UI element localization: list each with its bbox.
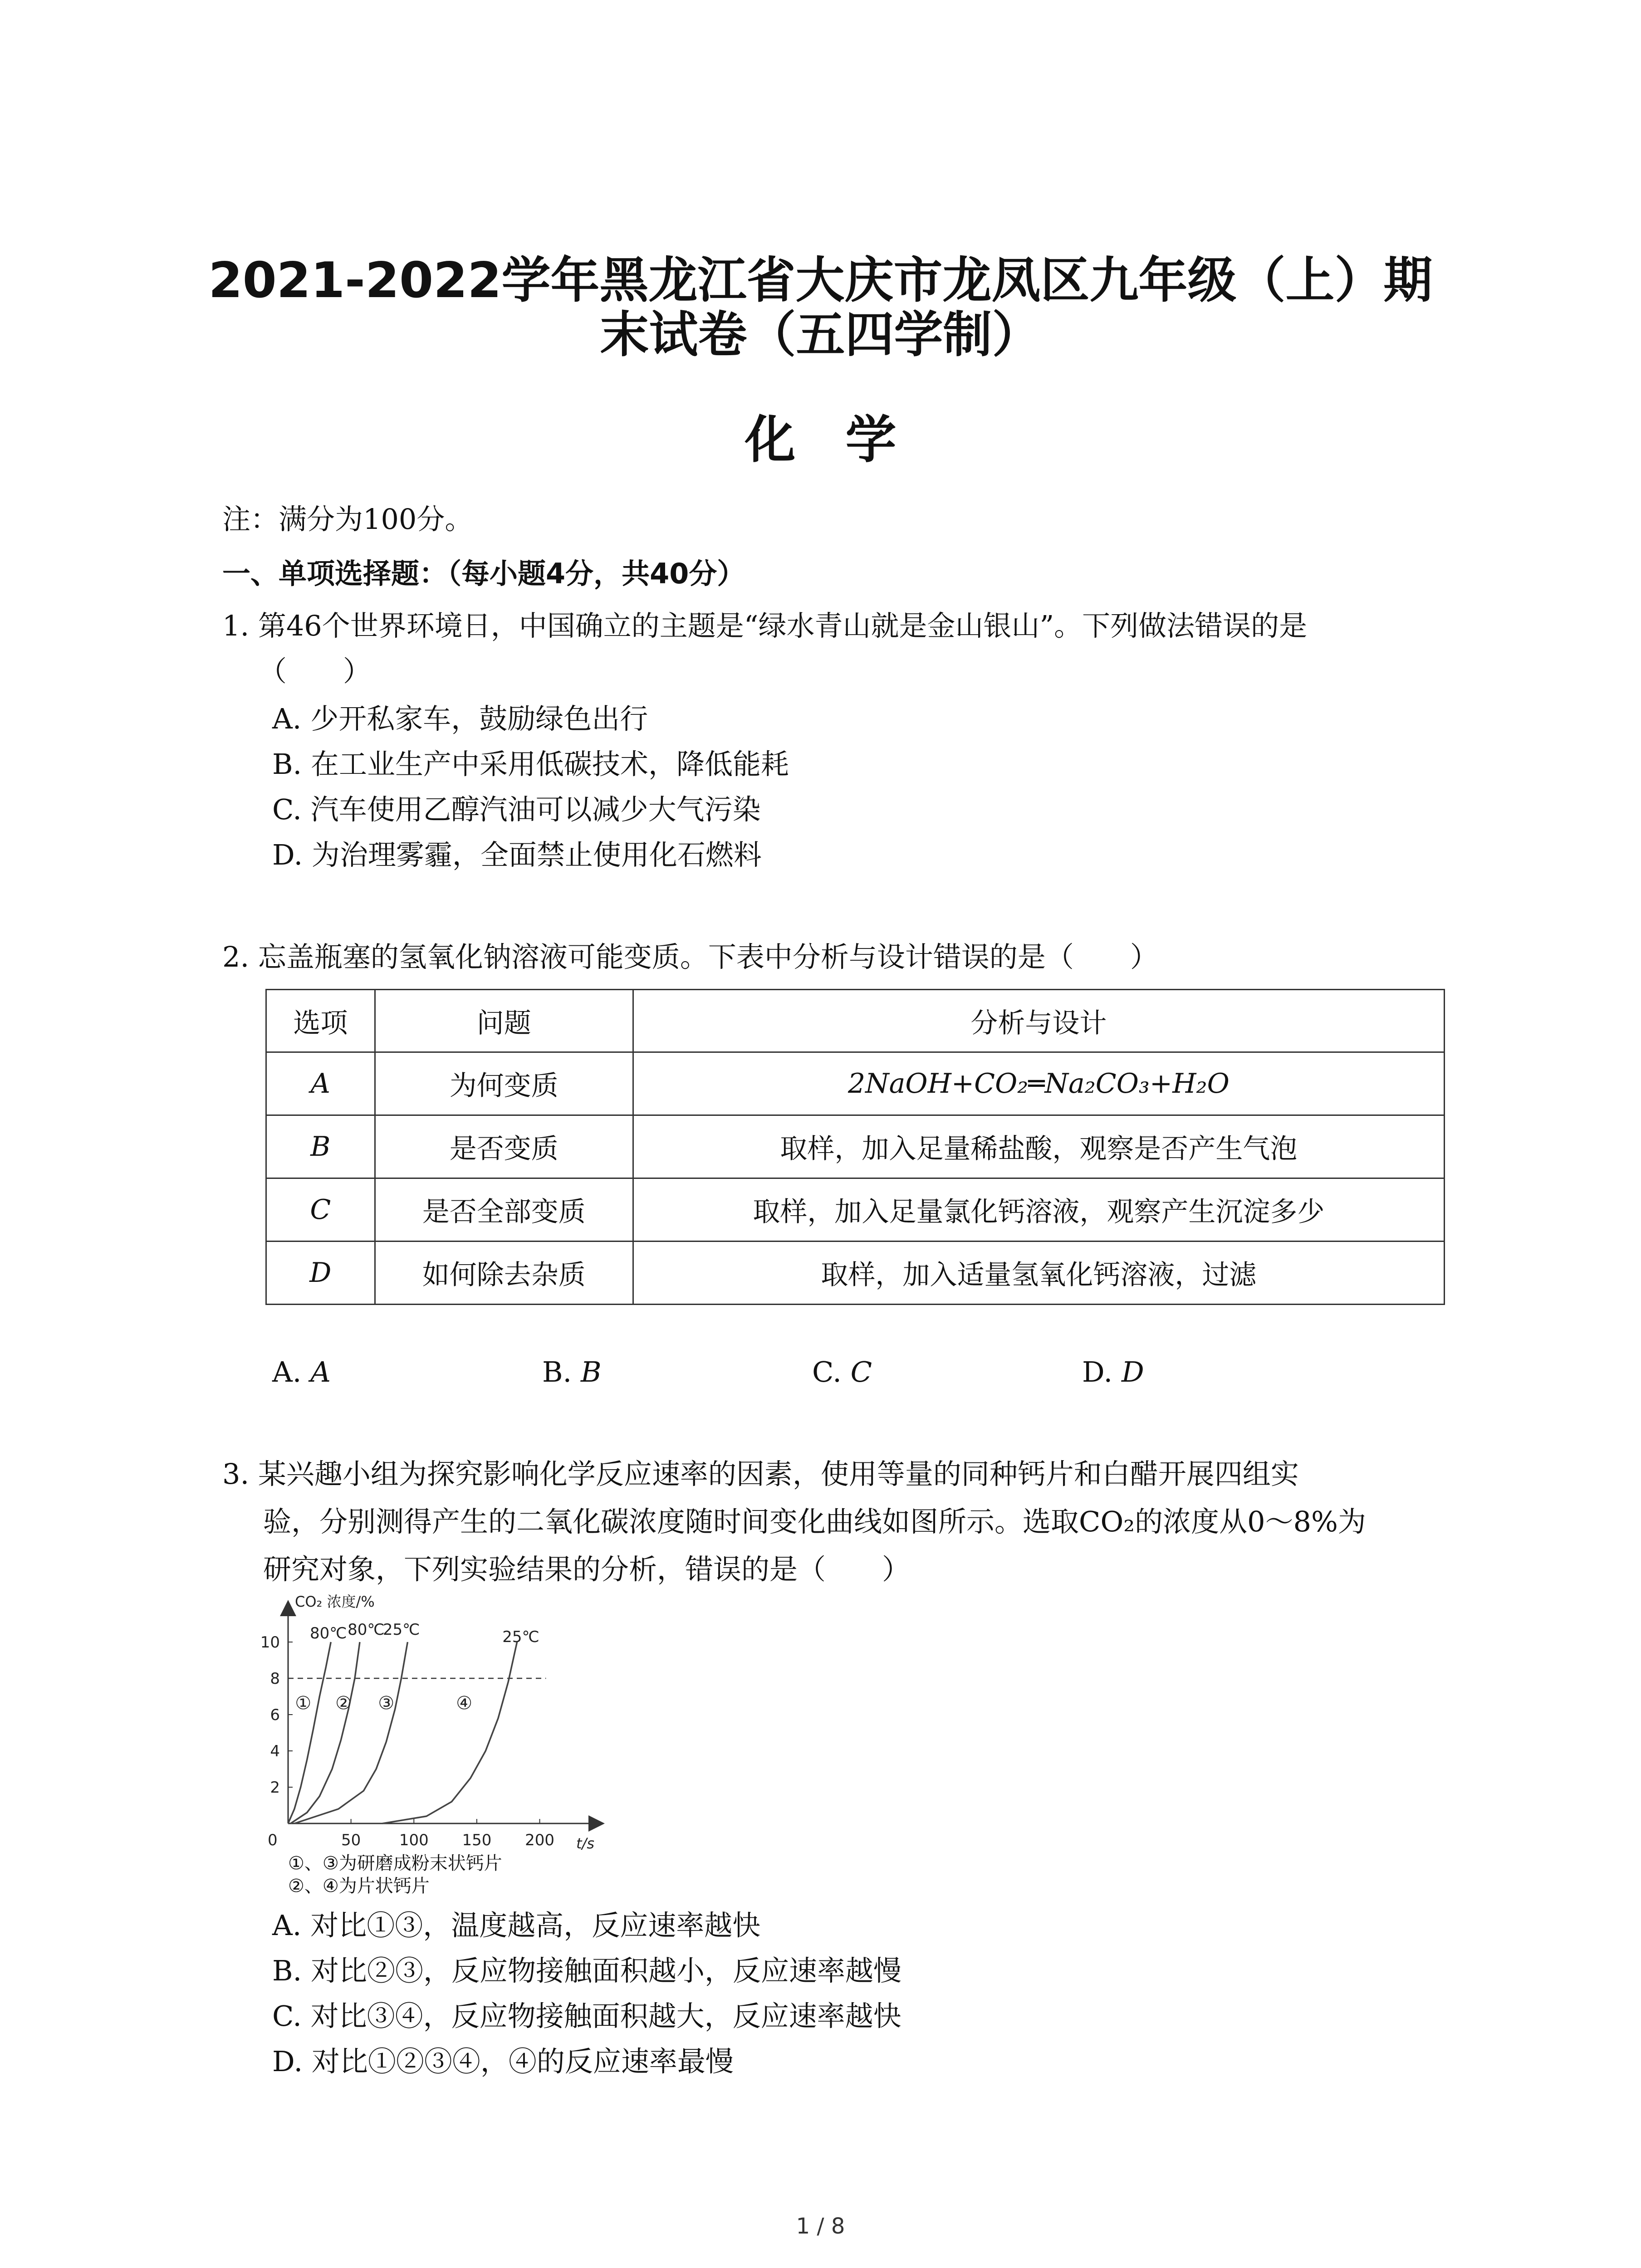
table-cell-question: 如何除去杂质 — [375, 1242, 633, 1305]
curve-number-label: ④ — [456, 1693, 473, 1714]
curve-temperature-label: 80℃ — [310, 1624, 347, 1642]
table-cell-question: 是否全部变质 — [375, 1178, 633, 1242]
q1-option-d: D. 为治理雾霾，全面禁止使用化石燃料 — [272, 838, 762, 871]
chart-caption-line1: ①、③为研磨成粉末状钙片 — [288, 1853, 502, 1874]
q2-answer-d — [1082, 1356, 1144, 1388]
table-cell-option: B — [266, 1115, 375, 1178]
x-axis-label: t/s — [576, 1835, 594, 1852]
x-tick-label: 200 — [525, 1831, 554, 1849]
page-title-line1: 2021-2022学年黑龙江省大庆市龙凤区九年级（上）期 — [208, 252, 1433, 309]
q3-option-d: D. 对比①②③④，④的反应速率最慢 — [272, 2045, 734, 2078]
q2-answer-a — [272, 1356, 331, 1388]
q2-answer-c — [812, 1356, 872, 1388]
q3-stem-line1: 3. 某兴趣小组为探究影响化学反应速率的因素，使用等量的同种钙片和白醋开展四组实 — [222, 1457, 1299, 1491]
table-row — [266, 1242, 1445, 1305]
answer-label: B. — [542, 1355, 572, 1388]
q3-option-a: A. 对比①③，温度越高，反应速率越快 — [272, 1909, 761, 1942]
curve-number-label: ② — [335, 1693, 352, 1714]
x-tick-label: 0 — [268, 1831, 278, 1849]
q2-stem: 2. 忘盖瓶塞的氢氧化钠溶液可能变质。下表中分析与设计错误的是（ ） — [222, 940, 1158, 973]
answer-value: D — [1121, 1355, 1144, 1388]
table-row — [266, 1115, 1445, 1178]
y-tick-label: 2 — [270, 1779, 280, 1797]
curve-temperature-label: 80℃ — [348, 1621, 385, 1639]
subject-title: 化学 — [745, 411, 946, 469]
table-cell-option: D — [266, 1242, 375, 1305]
section-heading: 一、单项选择题：（每小题4分，共40分） — [222, 557, 745, 590]
table-cell-option: A — [266, 1052, 375, 1115]
q2-table — [265, 989, 1445, 1305]
q1-option-c: C. 汽车使用乙醇汽油可以减少大气污染 — [272, 793, 761, 826]
table-cell-analysis: 取样，加入适量氢氧化钙溶液，过滤 — [633, 1242, 1444, 1305]
y-tick-label: 10 — [260, 1633, 280, 1652]
table-cell-analysis: 2NaOH+CO₂═Na₂CO₃+H₂O — [633, 1052, 1444, 1115]
q3-stem-line3: 研究对象，下列实验结果的分析，错误的是（ ） — [263, 1553, 911, 1586]
q1-option-b: B. 在工业生产中采用低碳技术，降低能耗 — [272, 748, 789, 781]
x-tick-label: 100 — [399, 1831, 429, 1849]
table-header-question: 问题 — [375, 990, 633, 1052]
q1-option-a: A. 少开私家车，鼓励绿色出行 — [272, 702, 648, 735]
table-cell-question: 是否变质 — [375, 1115, 633, 1178]
answer-value: C — [850, 1355, 872, 1388]
table-cell-analysis: 取样，加入足量氯化钙溶液，观察产生沉淀多少 — [633, 1178, 1444, 1242]
curve-number-label: ① — [295, 1693, 312, 1714]
curve-number-label: ③ — [378, 1693, 395, 1714]
table-header-option: 选项 — [266, 990, 375, 1052]
answer-label: C. — [812, 1355, 842, 1388]
curve-series-3 — [294, 1642, 408, 1823]
answer-label: A. — [272, 1355, 302, 1388]
table-cell-option: C — [266, 1178, 375, 1242]
y-axis-label: CO₂ 浓度/% — [295, 1593, 375, 1610]
chart-caption-line2: ②、④为片状钙片 — [288, 1876, 430, 1897]
q1-stem-line2: （ ） — [259, 655, 372, 688]
answer-value: A — [310, 1355, 331, 1388]
table-header-row — [266, 990, 1445, 1052]
curve-temperature-label: 25℃ — [502, 1628, 539, 1646]
answer-label: D. — [1082, 1355, 1113, 1388]
curve-temperature-label: 25℃ — [382, 1621, 420, 1639]
y-tick-label: 6 — [270, 1706, 280, 1724]
curve-series-1 — [288, 1642, 331, 1823]
page-title-line2: 末试卷（五四学制） — [600, 307, 1041, 363]
y-tick-label: 8 — [270, 1670, 280, 1688]
exam-note: 注：满分为100分。 — [222, 503, 473, 536]
answer-value: B — [581, 1355, 602, 1388]
table-cell-analysis: 取样，加入足量稀盐酸，观察是否产生气泡 — [633, 1115, 1444, 1178]
page-number: 1 / 8 — [796, 2214, 845, 2239]
q3-stem-line2: 验，分别测得产生的二氧化碳浓度随时间变化曲线如图所示。选取CO₂的浓度从0～8%为 — [263, 1505, 1366, 1538]
y-tick-label: 4 — [270, 1742, 280, 1760]
table-header-analysis: 分析与设计 — [633, 990, 1444, 1052]
table-row — [266, 1052, 1445, 1115]
q3-option-b: B. 对比②③，反应物接触面积越小，反应速率越慢 — [272, 1954, 901, 1987]
q2-answer-b — [542, 1356, 602, 1388]
q1-stem-line1: 1. 第46个世界环境日，中国确立的主题是“绿水青山就是金山银山”。下列做法错误的是 — [222, 609, 1308, 642]
x-tick-label: 150 — [462, 1831, 492, 1849]
table-row — [266, 1178, 1445, 1242]
table-cell-question: 为何变质 — [375, 1052, 633, 1115]
x-tick-label: 50 — [341, 1831, 361, 1849]
q3-option-c: C. 对比③④，反应物接触面积越大，反应速率越快 — [272, 1999, 901, 2033]
